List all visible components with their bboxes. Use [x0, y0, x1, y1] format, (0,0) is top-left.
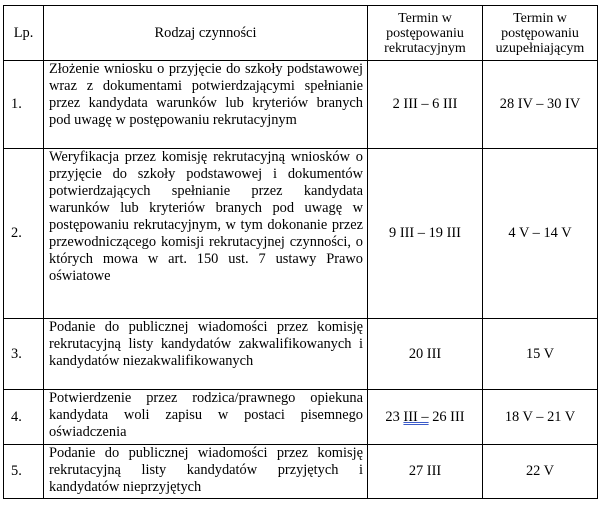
term-main: 20 III — [368, 319, 483, 390]
row-number: 4. — [4, 390, 44, 445]
row-number: 2. — [4, 149, 44, 319]
table-row — [4, 319, 598, 390]
term-supplementary: 22 V — [483, 445, 598, 499]
header-lp: Lp. — [4, 6, 44, 61]
activity-text: Podanie do publicznej wiadomości przez komisję rekrutacyjną listy kandydatów przyjętych i kandydatów nieprzyjętych — [49, 445, 363, 495]
table-row — [4, 390, 598, 445]
term-supplementary: 15 V — [483, 319, 598, 390]
term-main-prefix: 23 — [385, 408, 404, 425]
activity-description — [44, 61, 368, 149]
activity-text: Podanie do publicznej wiadomości przez komisję rekrutacyjną listy kandydatów zakwalifikowanych i kandydatów niezakwalifikowanych — [49, 319, 363, 369]
recruitment-schedule-table — [3, 5, 598, 499]
activity-description — [44, 319, 368, 390]
term-supplementary: 18 V – 21 V — [483, 390, 598, 445]
activity-text: Weryfikacja przez komisję rekrutacyjną wniosków o przyjęcie do szkoły podstawowej i dokumentów potwierdzających spełnianie przez kandydata warunków lub kryteriów branych pod uwagę w postępowaniu rekrutacyjnym, w tym dokonanie przez przewodniczącego komisji rekrutacyjnej czynności, o których mowa w art. 150 ust. 7 ustawy Prawo oświatowe — [49, 149, 363, 284]
term-main: 27 III — [368, 445, 483, 499]
row-number: 5. — [4, 445, 44, 499]
term-main: 9 III – 19 III — [368, 149, 483, 319]
header-term-supplementary: Termin w postępowaniu uzupełniającym — [483, 6, 598, 61]
row-number: 3. — [4, 319, 44, 390]
term-main — [368, 390, 483, 445]
header-term-main: Termin w postępowaniu rekrutacyjnym — [368, 6, 483, 61]
term-main: 2 III – 6 III — [368, 61, 483, 149]
activity-description — [44, 149, 368, 319]
term-supplementary: 28 IV – 30 IV — [483, 61, 598, 149]
activity-description — [44, 445, 368, 499]
term-main-underlined: III – — [403, 408, 429, 425]
term-supplementary: 4 V – 14 V — [483, 149, 598, 319]
table-row — [4, 445, 598, 499]
activity-text: Potwierdzenie przez rodzica/prawnego opiekuna kandydata woli zapisu w postaci pisemnego oświadczenia — [49, 390, 363, 440]
table-row — [4, 61, 598, 149]
table-header-row — [4, 6, 598, 61]
activity-description — [44, 390, 368, 445]
table-row — [4, 149, 598, 319]
header-activity: Rodzaj czynności — [44, 6, 368, 61]
row-number: 1. — [4, 61, 44, 149]
activity-text: Złożenie wniosku o przyjęcie do szkoły podstawowej wraz z dokumentami potwierdzającymi spełnianie przez kandydata warunków lub kryteriów branych pod uwagę w postępowaniu rekrutacyjnym — [49, 61, 363, 128]
term-main-suffix: 26 III — [428, 408, 465, 425]
